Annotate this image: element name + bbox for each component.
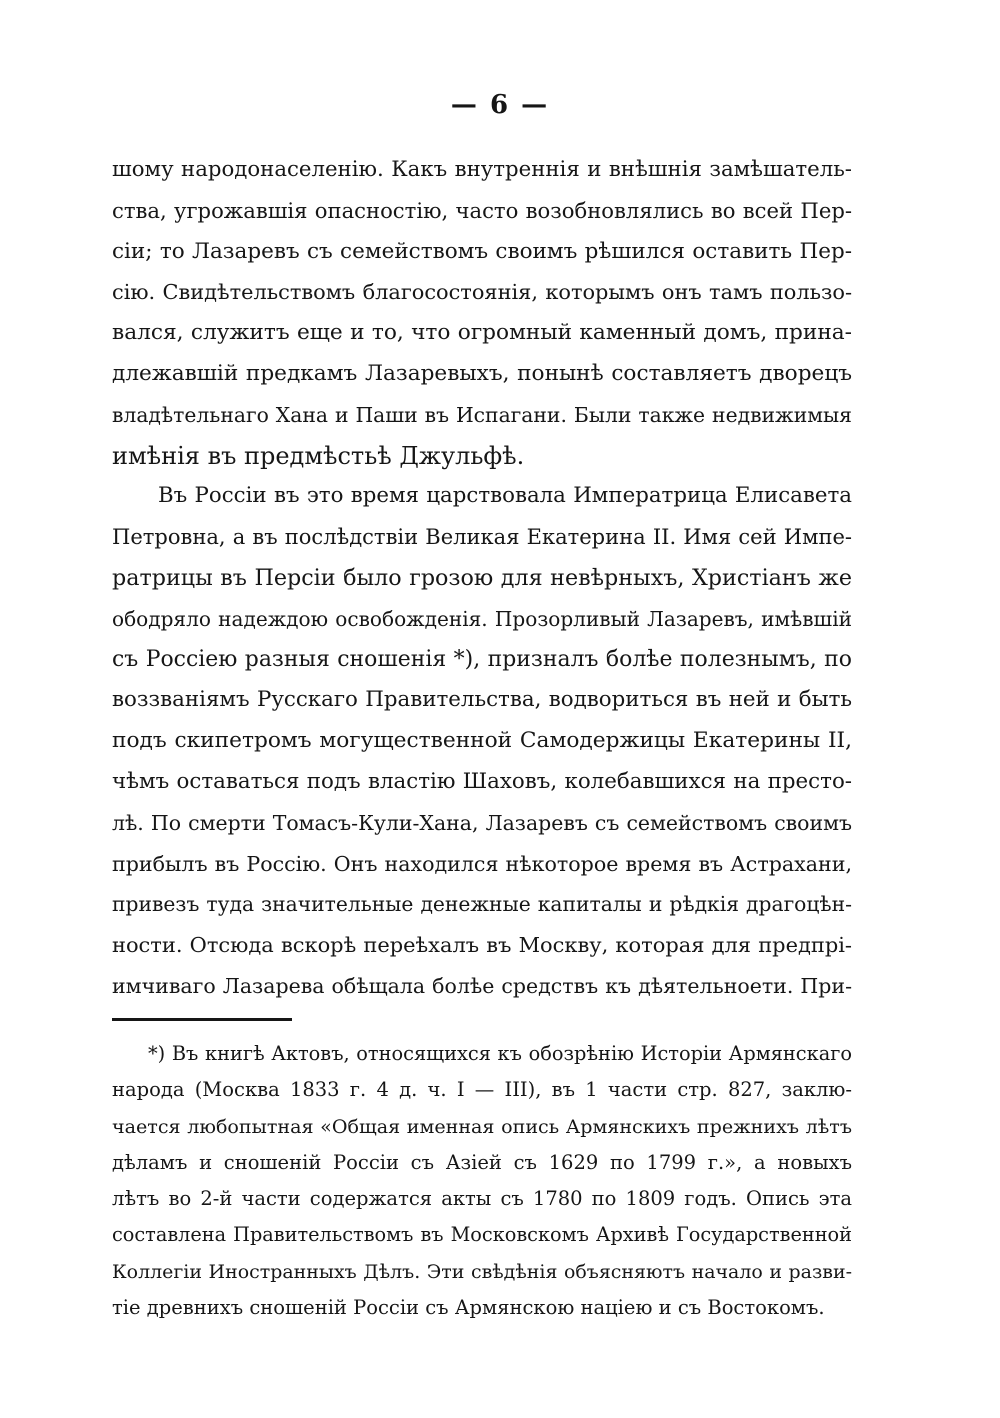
text-line: Петровна, а въ послѣдствіи Великая Екатерина II. Имя сей Импе- <box>112 524 852 550</box>
text-line: прибылъ въ Россію. Онъ находился нѣкоторое время въ Астрахани, <box>112 851 852 876</box>
text-line: съ Россіею разныя сношенія *), призналъ болѣе полезнымъ, по <box>112 646 852 672</box>
footnote-line: чается любопытная «Общая именная опись Армянскихъ прежнихъ лѣтъ <box>112 1114 852 1138</box>
page-number-header: — 6 — <box>450 90 550 120</box>
footnote <box>112 1036 852 1326</box>
text-line: чѣмъ оставаться подъ властію Шаховъ, колебавшихся на престо- <box>112 768 852 794</box>
main-text <box>112 150 852 1007</box>
text-line: владѣтельнаго Хана и Паши въ Испагани. Были также недвижимыя <box>112 402 852 427</box>
text-line: Въ Россіи въ это время царствовала Императрица Елисавета <box>158 483 852 509</box>
text-line: ства, угрожавшія опасностію, часто возобновлялись во всей Пер- <box>112 197 852 223</box>
footnote-line: народа (Москва 1833 г. 4 д. ч. I — III), въ 1 части стр. 827, заклю- <box>112 1078 852 1102</box>
text-line: сіи; то Лазаревъ съ семействомъ своимъ рѣшился оставить Пер- <box>112 238 852 264</box>
text-line: сію. Свидѣтельствомъ благосостоянія, которымъ онъ тамъ пользо- <box>112 280 852 305</box>
text-line: длежавшій предкамъ Лазаревыхъ, понынѣ составляетъ дворецъ <box>112 360 852 386</box>
footnote-line: лѣтъ во 2-й части содержатся акты съ 1780 по 1809 годъ. Опись эта <box>112 1187 852 1211</box>
text-line: подъ скипетромъ могущественной Самодержицы Екатерины II, <box>112 728 852 754</box>
text-line: воззваніямъ Русскаго Правительства, водвориться въ ней и быть <box>112 687 852 713</box>
footnote-line: составлена Правительствомъ въ Московскомъ Архивѣ Государственной <box>112 1223 852 1247</box>
text-line: имѣнія въ предмѣстьѣ Джульфѣ. <box>112 441 525 470</box>
footnote-line: *) Въ книгѣ Актовъ, относящихся къ обозрѣнію Исторіи Армянскаго <box>148 1042 852 1065</box>
text-line: имчиваго Лазарева обѣщала болѣе средствъ къ дѣятельноети. При- <box>112 973 852 998</box>
text-line: шому народонаселенію. Какъ внутреннія и внѣшнія замѣшатель- <box>112 157 852 182</box>
footnote-line: дѣламъ и сношеній Россіи съ Азіей съ 1629 по 1799 г.», а новыхъ <box>112 1150 852 1174</box>
text-line: ратрицы въ Персіи было грозою для невѣрныхъ, Христіанъ же <box>112 564 852 591</box>
footnote-line: Коллегіи Иностранныхъ Дѣлъ. Эти свѣдѣнія объясняютъ начало и разви- <box>112 1260 852 1283</box>
text-line: ности. Отсюда вскорѣ переѣхалъ въ Москву, которая для предпрі- <box>112 933 852 958</box>
footnote-separator <box>112 1018 292 1021</box>
text-line: лѣ. По смерти Томасъ-Кули-Хана, Лазаревъ съ семействомъ своимъ <box>112 810 852 835</box>
text-line: вался, служитъ еще и то, что огромный каменный домъ, прина- <box>112 320 852 346</box>
text-line: ободряло надеждою освобожденія. Прозорливый Лазаревъ, имѣвшій <box>112 606 852 631</box>
text-line: привезъ туда значительные денежные капиталы и рѣдкія драгоцѣн- <box>112 892 852 917</box>
footnote-line: тіе древнихъ сношеній Россіи съ Армянскою націею и съ Востокомъ. <box>112 1296 825 1320</box>
